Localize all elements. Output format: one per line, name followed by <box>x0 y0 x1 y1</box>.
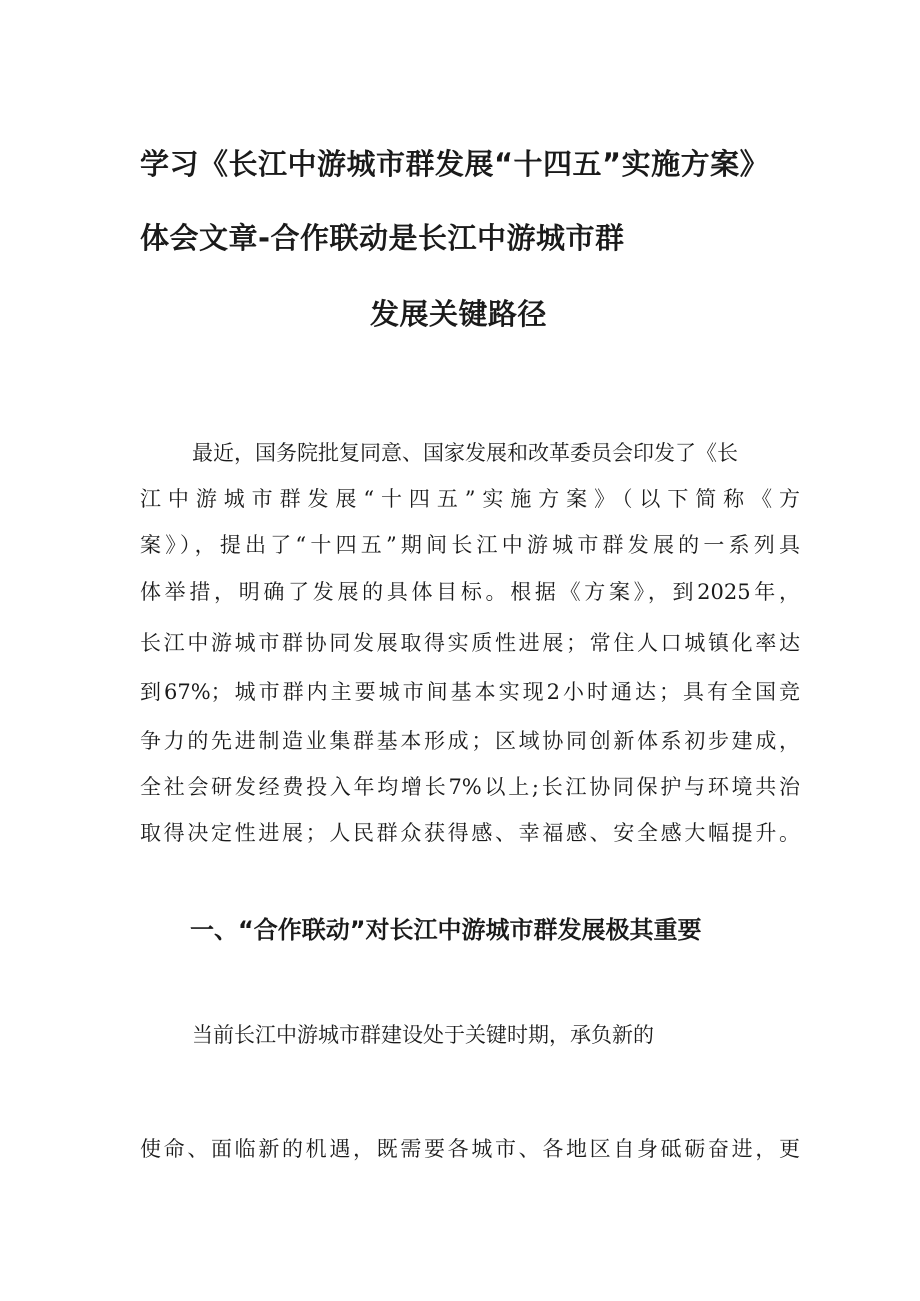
intro-line-3: 案》），提出了“十四五”期间长江中游城市群发展的一系列具 <box>140 533 800 557</box>
intro-line-9: 取得决定性进展；人民群众获得感、幸福感、安全感大幅提升。 <box>140 821 800 845</box>
intro-line-7: 争力的先进制造业集群基本形成；区域协同创新体系初步建成， <box>140 729 800 753</box>
section-heading: 一、“合作联动”对长江中游城市群发展极其重要 <box>190 916 702 944</box>
title-line-1: 学习《长江中游城市群发展“十四五”实施方案》 <box>140 147 770 181</box>
intro-line-2: 江中游城市群发展“十四五”实施方案》（以下简称《方 <box>140 487 800 511</box>
title-line-2: 体会文章-合作联动是长江中游城市群 <box>140 221 625 255</box>
intro-line-6: 到67%；城市群内主要城市间基本实现2小时通达；具有全国竞 <box>140 680 800 704</box>
intro-line-4: 体举措，明确了发展的具体目标。根据《方案》，到2025年， <box>140 580 800 604</box>
section-line-2: 使命、面临新的机遇，既需要各城市、各地区自身砥砺奋进，更 <box>140 1137 800 1161</box>
title-line-3: 发展关键路径 <box>370 297 548 331</box>
intro-line-5: 长江中游城市群协同发展取得实质性进展；常住人口城镇化率达 <box>140 631 800 655</box>
intro-line-8: 全社会研发经费投入年均增长7%以上;长江协同保护与环境共治 <box>140 775 800 799</box>
intro-line-1: 最近，国务院批复同意、国家发展和改革委员会印发了《长 <box>192 441 738 465</box>
section-line-1: 当前长江中游城市群建设处于关键时期，承负新的 <box>192 1023 654 1047</box>
